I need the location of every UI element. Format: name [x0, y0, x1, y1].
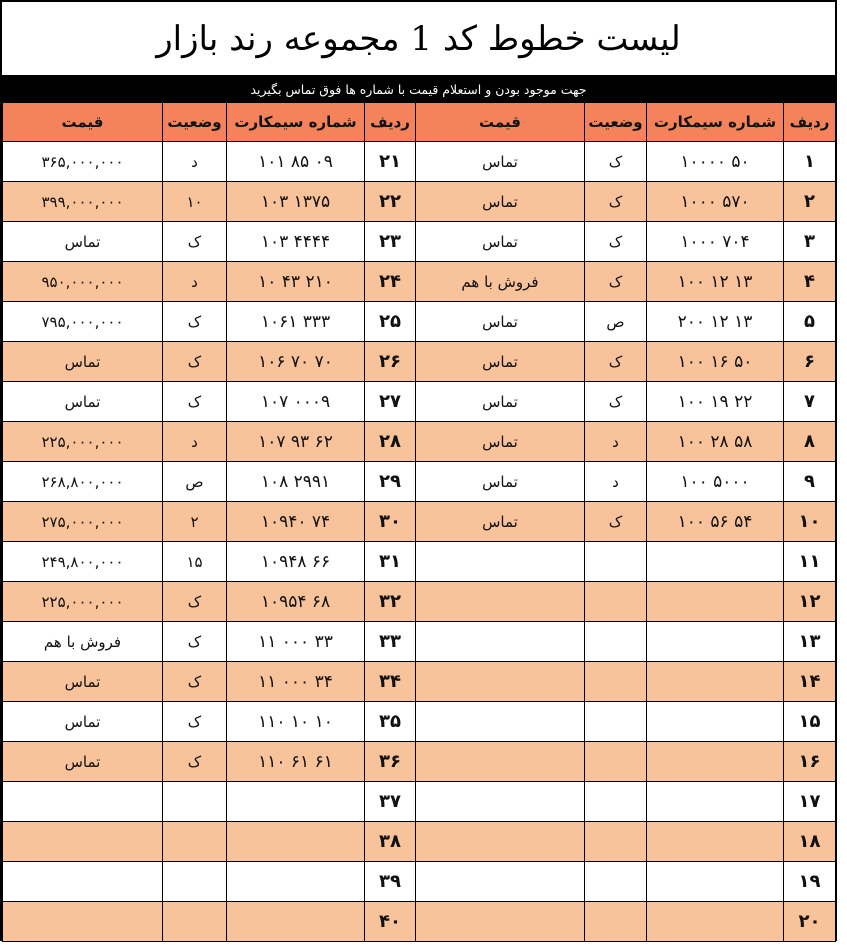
table-row	[3, 622, 836, 662]
right-status-cell	[163, 782, 227, 822]
left-status-cell	[585, 862, 647, 902]
left-status-cell: ص	[585, 302, 647, 342]
right-radif-cell: ۳۳	[365, 622, 416, 662]
right-status-cell: د	[163, 262, 227, 302]
left-status-cell: ک	[585, 342, 647, 382]
left-sim-cell	[647, 822, 784, 862]
header-radif-left: ردیف	[784, 103, 836, 142]
right-radif-cell: ۳۸	[365, 822, 416, 862]
left-sim-cell	[647, 742, 784, 782]
right-sim-cell: ۱۰۸ ۲۹۹۱	[227, 462, 365, 502]
right-sim-cell: ۱۰۳ ۴۴۴۴	[227, 222, 365, 262]
header-sim-right: شماره سیمکارت	[227, 103, 365, 142]
header-radif-right: ردیف	[365, 103, 416, 142]
left-sim-cell: ۱۰۰ ۵۶ ۵۴	[647, 502, 784, 542]
left-sim-cell: ۱۰۰ ۱۲ ۱۳	[647, 262, 784, 302]
right-price-cell: ۲۲۵,۰۰۰,۰۰۰	[3, 582, 163, 622]
left-radif-cell: ۱۶	[784, 742, 836, 782]
right-status-cell: ص	[163, 462, 227, 502]
left-radif-cell: ۱۴	[784, 662, 836, 702]
right-status-cell: ک	[163, 382, 227, 422]
right-radif-cell: ۲۱	[365, 142, 416, 182]
right-status-cell: ک	[163, 742, 227, 782]
table-row	[3, 582, 836, 622]
right-status-cell	[163, 862, 227, 902]
left-radif-cell: ۳	[784, 222, 836, 262]
left-sim-cell: ۱۰۰ ۲۸ ۵۸	[647, 422, 784, 462]
left-sim-cell	[647, 542, 784, 582]
right-price-cell: فروش با هم	[3, 622, 163, 662]
left-price-cell	[416, 742, 585, 782]
right-status-cell: ک	[163, 302, 227, 342]
right-radif-cell: ۲۲	[365, 182, 416, 222]
table-header-row	[3, 103, 836, 142]
table-row	[3, 222, 836, 262]
right-radif-cell: ۳۹	[365, 862, 416, 902]
right-sim-cell: ۱۰۶ ۷۰ ۷۰	[227, 342, 365, 382]
left-sim-cell: ۱۰۰ ۱۹ ۲۲	[647, 382, 784, 422]
left-radif-cell: ۱۵	[784, 702, 836, 742]
left-sim-cell	[647, 622, 784, 662]
right-price-cell: تماس	[3, 742, 163, 782]
table-row	[3, 382, 836, 422]
left-status-cell	[585, 582, 647, 622]
header-status-right: وضعیت	[163, 103, 227, 142]
table-row	[3, 182, 836, 222]
right-radif-cell: ۲۳	[365, 222, 416, 262]
right-price-cell	[3, 862, 163, 902]
right-radif-cell: ۳۷	[365, 782, 416, 822]
right-radif-cell: ۳۴	[365, 662, 416, 702]
right-price-cell: تماس	[3, 662, 163, 702]
right-price-cell: ۲۷۵,۰۰۰,۰۰۰	[3, 502, 163, 542]
right-status-cell: ک	[163, 582, 227, 622]
left-radif-cell: ۲	[784, 182, 836, 222]
right-price-cell	[3, 782, 163, 822]
table-row	[3, 302, 836, 342]
right-radif-cell: ۲۵	[365, 302, 416, 342]
left-status-cell: د	[585, 422, 647, 462]
left-sim-cell: ۱۰۰۰ ۵۷۰	[647, 182, 784, 222]
left-price-cell: تماس	[416, 182, 585, 222]
table-row	[3, 502, 836, 542]
left-price-cell	[416, 622, 585, 662]
right-sim-cell	[227, 782, 365, 822]
right-sim-cell: ۱۰۶۱ ۳۳۳	[227, 302, 365, 342]
right-sim-cell: ۱۱ ۰۰۰ ۳۴	[227, 662, 365, 702]
right-status-cell: د	[163, 142, 227, 182]
left-radif-cell: ۴	[784, 262, 836, 302]
left-radif-cell: ۱۳	[784, 622, 836, 662]
right-status-cell: ک	[163, 702, 227, 742]
left-radif-cell: ۵	[784, 302, 836, 342]
table-row	[3, 462, 836, 502]
right-radif-cell: ۳۵	[365, 702, 416, 742]
left-price-cell	[416, 902, 585, 942]
left-radif-cell: ۱	[784, 142, 836, 182]
right-radif-cell: ۳۲	[365, 582, 416, 622]
left-price-cell: تماس	[416, 142, 585, 182]
left-sim-cell	[647, 702, 784, 742]
right-status-cell: ک	[163, 342, 227, 382]
left-radif-cell: ۶	[784, 342, 836, 382]
right-radif-cell: ۲۶	[365, 342, 416, 382]
right-price-cell: ۲۴۹,۸۰۰,۰۰۰	[3, 542, 163, 582]
table-row	[3, 142, 836, 182]
left-sim-cell	[647, 902, 784, 942]
right-sim-cell	[227, 822, 365, 862]
left-price-cell: تماس	[416, 422, 585, 462]
left-status-cell: ک	[585, 502, 647, 542]
table-row	[3, 702, 836, 742]
left-sim-cell: ۱۰۰ ۵۰۰۰	[647, 462, 784, 502]
page-title: لیست خطوط کد 1 مجموعه رند بازار	[2, 2, 835, 76]
right-sim-cell: ۱۱ ۰۰۰ ۳۳	[227, 622, 365, 662]
left-sim-cell: ۱۰۰۰۰ ۵۰	[647, 142, 784, 182]
right-sim-cell	[227, 902, 365, 942]
table-row	[3, 262, 836, 302]
left-price-cell: تماس	[416, 502, 585, 542]
right-status-cell: ک	[163, 222, 227, 262]
left-radif-cell: ۱۹	[784, 862, 836, 902]
left-sim-cell	[647, 862, 784, 902]
table-row	[3, 742, 836, 782]
left-price-cell: تماس	[416, 342, 585, 382]
right-radif-cell: ۳۶	[365, 742, 416, 782]
left-sim-cell	[647, 782, 784, 822]
left-status-cell	[585, 662, 647, 702]
right-price-cell: تماس	[3, 382, 163, 422]
left-price-cell	[416, 582, 585, 622]
left-sim-cell: ۲۰۰ ۱۲ ۱۳	[647, 302, 784, 342]
left-price-cell	[416, 542, 585, 582]
header-price-left: قیمت	[416, 103, 585, 142]
right-price-cell: ۷۹۵,۰۰۰,۰۰۰	[3, 302, 163, 342]
right-price-cell: ۳۹۹,۰۰۰,۰۰۰	[3, 182, 163, 222]
right-price-cell: ۹۵۰,۰۰۰,۰۰۰	[3, 262, 163, 302]
left-price-cell	[416, 702, 585, 742]
left-radif-cell: ۱۰	[784, 502, 836, 542]
left-sim-cell	[647, 662, 784, 702]
left-price-cell: تماس	[416, 382, 585, 422]
subtitle-band: جهت موجود بودن و استعلام قیمت با شماره ها فوق تماس بگیرید	[2, 76, 835, 102]
right-status-cell: ک	[163, 622, 227, 662]
left-status-cell	[585, 822, 647, 862]
left-sim-cell: ۱۰۰ ۱۶ ۵۰	[647, 342, 784, 382]
table-row	[3, 342, 836, 382]
table-row	[3, 662, 836, 702]
right-price-cell: ۲۶۸,۸۰۰,۰۰۰	[3, 462, 163, 502]
left-sim-cell: ۱۰۰۰ ۷۰۴	[647, 222, 784, 262]
right-price-cell	[3, 902, 163, 942]
right-price-cell: ۲۲۵,۰۰۰,۰۰۰	[3, 422, 163, 462]
right-status-cell: ۲	[163, 502, 227, 542]
right-sim-cell: ۱۰۹۵۴ ۶۸	[227, 582, 365, 622]
right-sim-cell: ۱۰۷ ۰۰۰۹	[227, 382, 365, 422]
left-status-cell	[585, 542, 647, 582]
left-status-cell	[585, 742, 647, 782]
right-status-cell: ۱۵	[163, 542, 227, 582]
left-radif-cell: ۱۱	[784, 542, 836, 582]
left-price-cell: فروش با هم	[416, 262, 585, 302]
table-row	[3, 822, 836, 862]
left-price-cell: تماس	[416, 222, 585, 262]
right-status-cell: ک	[163, 662, 227, 702]
table-row	[3, 782, 836, 822]
right-price-cell: تماس	[3, 222, 163, 262]
left-price-cell	[416, 782, 585, 822]
right-price-cell: تماس	[3, 342, 163, 382]
left-price-cell	[416, 662, 585, 702]
left-status-cell: ک	[585, 182, 647, 222]
left-radif-cell: ۱۷	[784, 782, 836, 822]
right-radif-cell: ۲۹	[365, 462, 416, 502]
right-sim-cell: ۱۱۰ ۱۰ ۱۰	[227, 702, 365, 742]
header-sim-left: شماره سیمکارت	[647, 103, 784, 142]
right-radif-cell: ۳۰	[365, 502, 416, 542]
left-radif-cell: ۱۸	[784, 822, 836, 862]
left-radif-cell: ۲۰	[784, 902, 836, 942]
left-price-cell	[416, 822, 585, 862]
left-status-cell	[585, 782, 647, 822]
right-sim-cell: ۱۰۷ ۹۳ ۶۲	[227, 422, 365, 462]
left-status-cell: ک	[585, 262, 647, 302]
left-status-cell	[585, 902, 647, 942]
left-status-cell: ک	[585, 142, 647, 182]
left-radif-cell: ۱۲	[784, 582, 836, 622]
table-row	[3, 902, 836, 942]
left-price-cell: تماس	[416, 302, 585, 342]
left-price-cell	[416, 862, 585, 902]
right-price-cell	[3, 822, 163, 862]
right-sim-cell: ۱۰۳ ۱۳۷۵	[227, 182, 365, 222]
right-sim-cell: ۱۰۱ ۸۵ ۰۹	[227, 142, 365, 182]
right-status-cell	[163, 822, 227, 862]
right-sim-cell: ۱۰۹۴۰ ۷۴	[227, 502, 365, 542]
right-radif-cell: ۲۴	[365, 262, 416, 302]
left-sim-cell	[647, 582, 784, 622]
table-row	[3, 542, 836, 582]
right-sim-cell: ۱۱۰ ۶۱ ۶۱	[227, 742, 365, 782]
left-status-cell: ک	[585, 222, 647, 262]
left-radif-cell: ۷	[784, 382, 836, 422]
right-radif-cell: ۲۷	[365, 382, 416, 422]
right-price-cell: ۳۶۵,۰۰۰,۰۰۰	[3, 142, 163, 182]
sim-price-table	[2, 102, 836, 942]
left-status-cell	[585, 702, 647, 742]
right-status-cell: ۱۰	[163, 182, 227, 222]
right-sim-cell: ۱۰ ۴۳ ۲۱۰	[227, 262, 365, 302]
left-status-cell: د	[585, 462, 647, 502]
table-row	[3, 862, 836, 902]
left-price-cell: تماس	[416, 462, 585, 502]
left-radif-cell: ۹	[784, 462, 836, 502]
right-radif-cell: ۳۱	[365, 542, 416, 582]
right-radif-cell: ۴۰	[365, 902, 416, 942]
left-status-cell	[585, 622, 647, 662]
right-status-cell	[163, 902, 227, 942]
right-price-cell: تماس	[3, 702, 163, 742]
header-price-right: قیمت	[3, 103, 163, 142]
right-radif-cell: ۲۸	[365, 422, 416, 462]
right-sim-cell: ۱۰۹۴۸ ۶۶	[227, 542, 365, 582]
left-radif-cell: ۸	[784, 422, 836, 462]
header-status-left: وضعیت	[585, 103, 647, 142]
table-row	[3, 422, 836, 462]
right-sim-cell	[227, 862, 365, 902]
right-status-cell: د	[163, 422, 227, 462]
left-status-cell: ک	[585, 382, 647, 422]
